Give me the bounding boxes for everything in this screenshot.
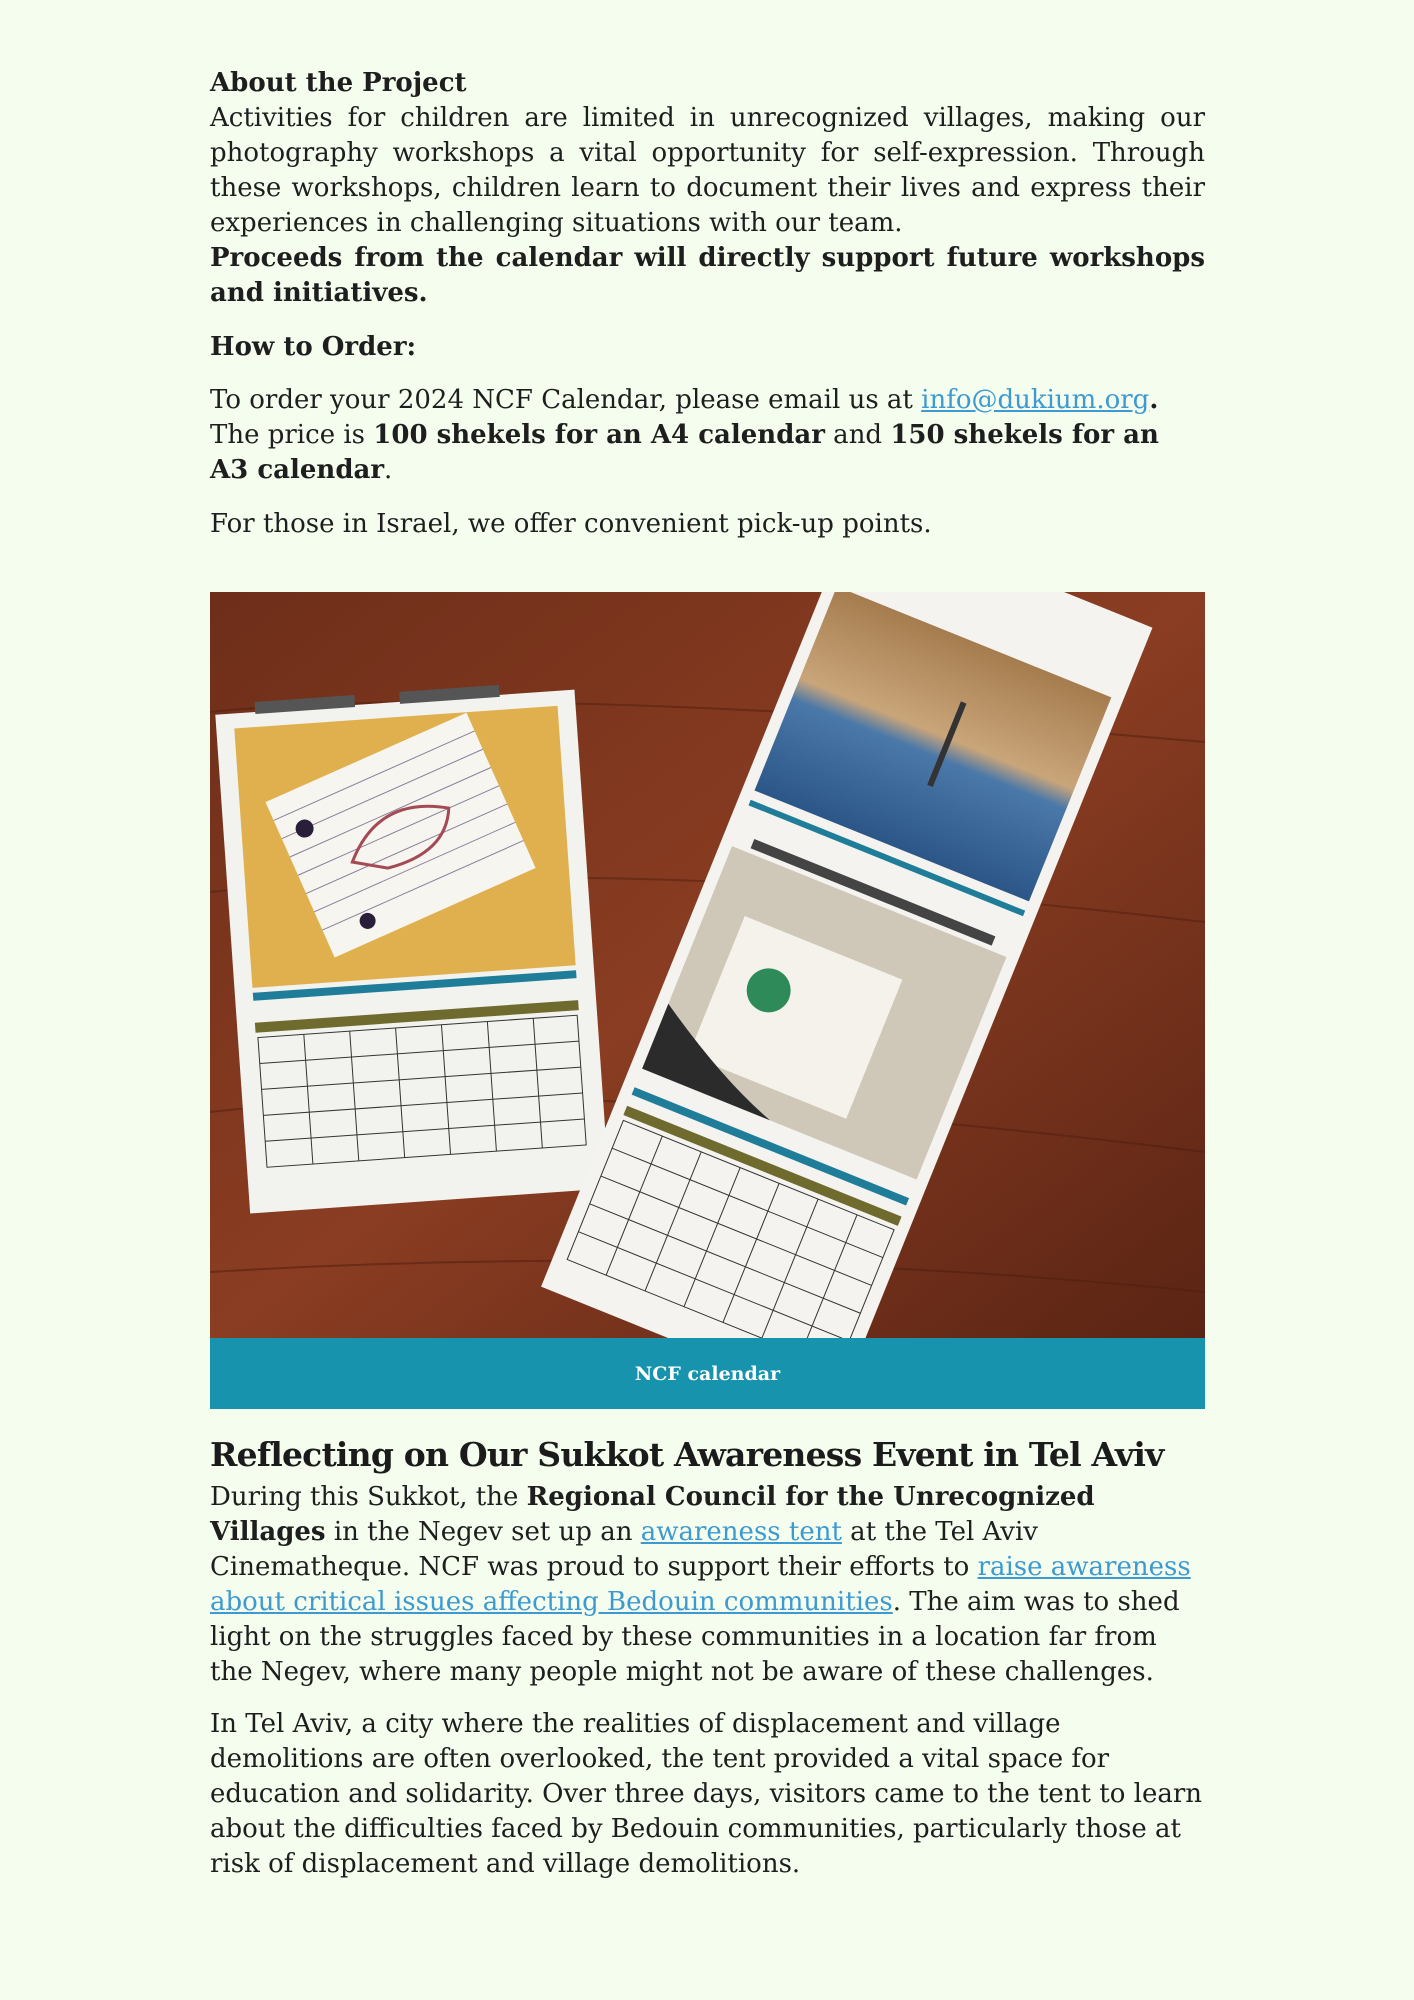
p1-text-d: at the Tel Aviv Cinematheque. NCF was proud to support their efforts to: [210, 1517, 1038, 1582]
pickup-text: For those in Israel, we offer convenient pick-up points.: [210, 509, 932, 539]
sukkot-title: Reflecting on Our Sukkot Awareness Event in Tel Aviv: [210, 1435, 1164, 1474]
p1-text-a: During this Sukkot, the: [210, 1482, 527, 1512]
calendar-figure: [210, 592, 1205, 1409]
p1-text-e: . The aim was to shed light on the struggles faced by these communities in a location far from the Negev, where many people might not be aware of these challenges.: [210, 1587, 1180, 1687]
order-email-line: [210, 383, 1205, 418]
email-link[interactable]: info@dukium.org: [921, 385, 1150, 415]
raise-awareness-link[interactable]: raise awareness about critical issues affecting Bedouin communities: [210, 1552, 1191, 1617]
about-paragraph: Activities for children are limited in unrecognized villages, making our photography workshops a vital opportunity for self-expression. Through these workshops, children learn to document their lives and express their experiences in challenging situations with our team.: [210, 103, 1205, 238]
p1-text-c: in the Negev set up an: [325, 1517, 641, 1547]
calendar-photo: [210, 592, 1205, 1338]
left-calendar: [215, 680, 610, 1214]
order-section: [210, 330, 1205, 365]
price-and: and: [824, 420, 891, 450]
price-a3: 150 shekels for an A3 calendar: [210, 420, 1159, 485]
price-period: .: [384, 455, 393, 485]
price-intro: The price is: [210, 420, 374, 450]
pickup-section: [210, 507, 1205, 542]
price-line: [210, 418, 1205, 488]
proceeds-note: Proceeds from the calendar will directly support future workshops and initiatives.: [210, 243, 1205, 308]
regional-council-name: Regional Council for the Unrecognized Villages: [210, 1482, 1095, 1547]
price-a4: 100 shekels for an A4 calendar: [373, 420, 825, 450]
order-details: [210, 383, 1205, 488]
caption-bar: [210, 1338, 1205, 1409]
sukkot-section: [210, 1434, 1205, 1882]
order-email-period: .: [1149, 385, 1159, 415]
sukkot-paragraph-2: In Tel Aviv, a city where the realities of displacement and village demolitions are often overlooked, the tent provided a vital space for education and solidarity. Over three days, visitors came to the tent to learn about the difficulties faced by Bedouin communities, particularly those at risk of displacement and village demolitions.: [210, 1709, 1203, 1879]
awareness-tent-link[interactable]: awareness tent: [640, 1517, 842, 1547]
order-email-text: To order your 2024 NCF Calendar, please email us at: [210, 385, 922, 415]
about-section: [210, 66, 1205, 311]
order-heading: How to Order:: [210, 332, 417, 362]
about-heading: About the Project: [210, 68, 467, 98]
figure-caption: NCF calendar: [634, 1362, 781, 1385]
sukkot-paragraph-1: [210, 1480, 1205, 1690]
